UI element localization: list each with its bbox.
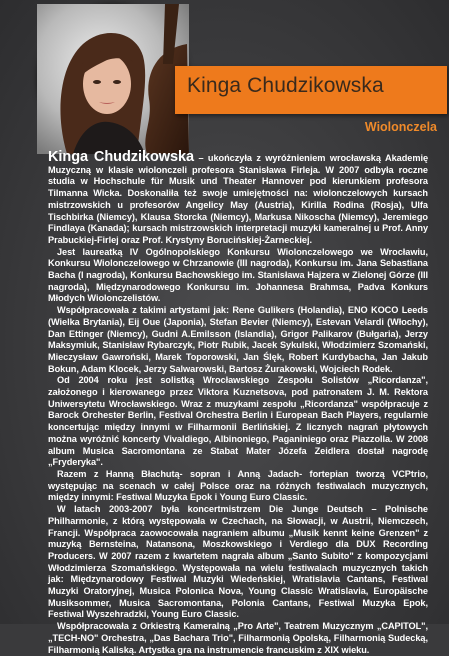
bio-paragraph: Od 2004 roku jest solistką Wrocławskiego Zespołu Solistów „Ricordanza", założonego i kierowanego przez Viktora Kuznetsova, pod patronatem J. M. Rektora Uniwersytetu Wrocławskiego. Wraz z muzykami zespołu „Ricordanza" współpracuje z Barock Orchester Berlin, Festival Orchestra Berlin i European Bach Players, regularnie koncertując między innymi w Filharmonii Berlińskiej. Z licznych nagrań płytowych można wyróżnić koncerty Vivaldiego, Albinoniego, Paganiniego oraz Piazzolla. W 2008 album Musica Sacromontana ze Stabat Mater Józefa Zeidlera dostał nagrodę „Fryderyka". bbox=[48, 375, 428, 468]
instrument-subtitle: Wiolonczela bbox=[364, 120, 437, 134]
biography-text bbox=[48, 149, 429, 656]
name-banner bbox=[175, 66, 447, 114]
artist-name: Kinga Chudzikowska bbox=[187, 74, 384, 97]
bio-paragraph: Jest laureatką IV Ogólnopolskiego Konkursu Wiolonczelowego we Wrocławiu, Konkursu Wiolonczelowego w Chrzanowie (III nagroda), Konkursu im. Jana Sebastiana Bacha (I nagroda), Konkursu Bachowskiego im. Stanisława Hajzera w Zielonej Górze (III nagroda), Międzynarodowego Konkursu im. Johannesa Brahmsa, Padva Konkurs Młodych Wiolonczelistów. bbox=[48, 246, 428, 304]
bio-paragraph: Razem z Hanną Błachutą- sopran i Anną Jadach- fortepian tworzą VCPtrio, występując na scenach w całej Polsce oraz na różnych festiwalach muzycznych, między innymi: Festiwal Muzyka Epok i Young Euro Classic. bbox=[48, 468, 428, 503]
portrait-photo bbox=[37, 4, 189, 154]
bio-paragraph-text: – ukończyła z wyróżnieniem wrocławską Akademię Muzyczną w klasie wiolonczeli profesora Stanisława Firleja. W 2007 odbyła roczne studia w Hochschule für Musik und Theater Hannover pod kierunkiem profesora Tilmanna Wicka. Doskonaliła też swoje umiejętności na: wiolonczelowych kursach mistrzowskich u profesorów Angelicy May (Austria), Kirilla Rodina (Rosja), Ulfa Tischbirka (Niemcy), Klausa Storcka (Niemcy), Markusa Nikoscha (Niemcy), Jeremiego Findlaya (Kanada); kursach mistrzowskich interpretacji muzyki kameralnej u Prof. Anny Prabuckiej-Firlej oraz Prof. Krystyny Borucińskiej-Żarneckiej. bbox=[48, 153, 429, 245]
bio-paragraph: W latach 2003-2007 była koncertmistrzem Die Junge Deutsch – Polnische Philharmonie, z którą występowała w Czechach, na Słowacji, w Austrii, Niemczech, Francji. Współpraca zaowocowała nagraniem albumu „Musik kennt keine Grenzen" z muzyką Bernsteina, Natansona, Moszkowskiego i Verdiego dla DUX Recording Producers. W 2007 razem z kwartetem nagrała album „Santo Subito" z kompozycjami Włodzimierza Szomańskiego. Występowała na wielu festiwalach muzycznych takich jak: Międzynarodowy Festiwal Muzyki Wiedeńskiej, Wratislavia Cantans, Festiwal Muzyki Oratoryjnej, Musica Polonica Nova, Young Classic Wratislavia, Europäische Musiksommer, Musica Sacromontana, Polonia Cantans, Festiwal Muzyka Epok, Festiwal Wyszehradzki, Young Euro Classic. bbox=[48, 504, 428, 620]
bio-paragraph: Współpracowała z Orkiestrą Kameralną „Pro Arte", Teatrem Muzycznym „CAPITOL", „TECH-NO" Orchestra, „Das Bachara Trio", Filharmonią Opolską, Filharmonią Sudecką, Filharmonią Kaliską. Artystka gra na instrumencie francuskim z XIX wieku. bbox=[48, 621, 428, 655]
bio-lead-name: Kinga Chudzikowska bbox=[48, 149, 195, 165]
bio-paragraph: Współpracowała z takimi artystami jak: Rene Gulikers (Holandia), ENO KOCO Leeds (Wielka Brytania), Eij Oue (Japonia), Stefan Bevier (Niemcy), Estevan Velardi (Włochy), Dan Ettinger (Niemcy), Gudni A.Emilsson (Islandia), Grigor Palikarov (Bułgaria), Jerzy Maksymiuk, Stanisław Rybarczyk, Piotr Rubik, Jacek Sykulski, Włodzimierz Szomański, Mieczysław Gawroński, Marek Toporowski, Jan Ślęk, Robert Kurdybacha, Jan Jakub Bokun, Adam Klocek, Jerzy Salwarowski, Bartosz Żurakowski, Wojciech Rodek. bbox=[48, 305, 428, 374]
portrait-illustration bbox=[37, 4, 189, 154]
bio-paragraph bbox=[48, 149, 429, 247]
